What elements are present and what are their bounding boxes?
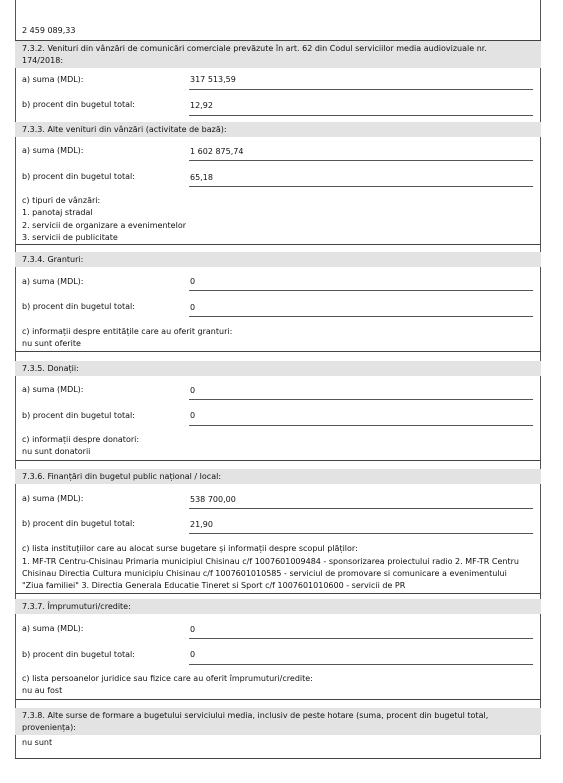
percent-value: 21,90 <box>190 520 213 529</box>
sum-value: 538 700,00 <box>190 495 236 504</box>
sum-label: a) suma (MDL): <box>22 624 84 633</box>
sum-label: a) suma (MDL): <box>22 277 84 286</box>
field-underline <box>189 115 533 116</box>
lenders-list-label: c) lista persoanelor juridice sau fizice care au oferit împrumuturi/credite: <box>22 674 313 683</box>
heading-line: 174/2018: <box>22 56 64 65</box>
section-heading-7-3-2 <box>15 41 541 68</box>
institutions-list-line: "Ziua familiei" 3. Directia Generala Educatie Tineret si Sport c/f 1007601010600 - servicii de PR <box>22 581 406 590</box>
field-underline <box>189 425 533 426</box>
sum-value: 1 602 875,74 <box>190 147 244 156</box>
institutions-list-line: Chisinau Directia Cultura municipiu Chisinau c/f 1007601010585 - serviciul de promovare si comunicare a evenimentului <box>22 569 507 578</box>
sum-value: 0 <box>190 386 196 395</box>
field-underline <box>189 508 533 509</box>
sales-type-item: 1. panotaj stradal <box>22 208 93 217</box>
sales-type-item: 3. servicii de publicitate <box>22 233 118 242</box>
section-divider <box>15 351 541 352</box>
section-heading-7-3-5 <box>15 361 541 376</box>
sum-label: a) suma (MDL): <box>22 75 84 84</box>
percent-value: 0 <box>190 650 196 659</box>
section-divider <box>15 244 541 245</box>
other-sources-value: nu sunt <box>22 738 53 747</box>
heading-line: 7.3.8. Alte surse de formare a bugetului serviciului media, inclusiv de peste hotare (suma, procent din bugetul total, <box>22 711 489 720</box>
sum-value: 0 <box>190 625 196 634</box>
lenders-list-value: nu au fost <box>22 686 63 695</box>
sum-value: 317 513,59 <box>190 75 236 84</box>
percent-value: 0 <box>190 303 196 312</box>
form-frame <box>15 0 541 783</box>
sum-label: a) suma (MDL): <box>22 146 84 155</box>
institutions-list-label: c) lista instituțiilor care au alocat surse bugetare și informații despre scopul plăților: <box>22 544 358 553</box>
heading-line: 7.3.4. Granturi: <box>22 255 84 264</box>
heading-line: proveniența): <box>22 723 76 732</box>
donors-info-label: c) informații despre donatori: <box>22 435 140 444</box>
field-underline <box>189 290 533 291</box>
percent-label: b) procent din bugetul total: <box>22 650 135 659</box>
percent-label: b) procent din bugetul total: <box>22 172 135 181</box>
heading-line: 7.3.2. Venituri din vânzări de comunicări comerciale prevăzute în art. 62 din Codul serviciilor media audiovizuale nr. <box>22 44 487 53</box>
section-heading-7-3-4 <box>15 252 541 267</box>
field-underline <box>189 316 533 317</box>
sales-types-label: c) tipuri de vânzări: <box>22 196 101 205</box>
field-underline <box>189 533 533 534</box>
section-heading-7-3-3 <box>15 122 541 137</box>
percent-value: 0 <box>190 411 196 420</box>
field-underline <box>189 399 533 400</box>
heading-line: 7.3.3. Alte venituri din vânzări (activitate de bază): <box>22 125 227 134</box>
section-heading-7-3-7 <box>15 599 541 614</box>
percent-label: b) procent din bugetul total: <box>22 302 135 311</box>
section-heading-7-3-6 <box>15 469 541 484</box>
right-border <box>540 0 541 759</box>
section-divider <box>15 699 541 700</box>
institutions-list-line: 1. MF-TR Centru-Chisinau Primaria municipiul Chisinau c/f 1007601009484 - sponsorizarea proiectului radio 2. MF-TR Centru <box>22 557 519 566</box>
sum-value: 0 <box>190 277 196 286</box>
section-divider <box>15 593 541 594</box>
field-underline <box>189 638 533 639</box>
field-underline <box>189 89 533 90</box>
percent-value: 65,18 <box>190 173 213 182</box>
left-border <box>15 0 16 759</box>
section-heading-7-3-8 <box>15 708 541 735</box>
donors-info-value: nu sunt donatorii <box>22 447 91 456</box>
sum-label: a) suma (MDL): <box>22 494 84 503</box>
grants-info-label: c) informații despre entitățile care au oferit granturi: <box>22 327 233 336</box>
previous-total-value: 2 459 089,33 <box>22 26 76 35</box>
field-underline <box>189 186 533 187</box>
percent-value: 12,92 <box>190 101 213 110</box>
percent-label: b) procent din bugetul total: <box>22 519 135 528</box>
sales-type-item: 2. servicii de organizare a evenimentelor <box>22 221 187 230</box>
grants-info-value: nu sunt oferite <box>22 339 81 348</box>
sum-label: a) suma (MDL): <box>22 385 84 394</box>
percent-label: b) procent din bugetul total: <box>22 100 135 109</box>
section-divider <box>15 460 541 461</box>
heading-line: 7.3.5. Donații: <box>22 364 79 373</box>
field-underline <box>189 160 533 161</box>
percent-label: b) procent din bugetul total: <box>22 411 135 420</box>
heading-line: 7.3.7. Împrumuturi/credite: <box>22 602 131 611</box>
field-underline <box>189 664 533 665</box>
heading-line: 7.3.6. Finanțări din bugetul public național / local: <box>22 472 222 481</box>
bottom-border <box>15 758 541 759</box>
